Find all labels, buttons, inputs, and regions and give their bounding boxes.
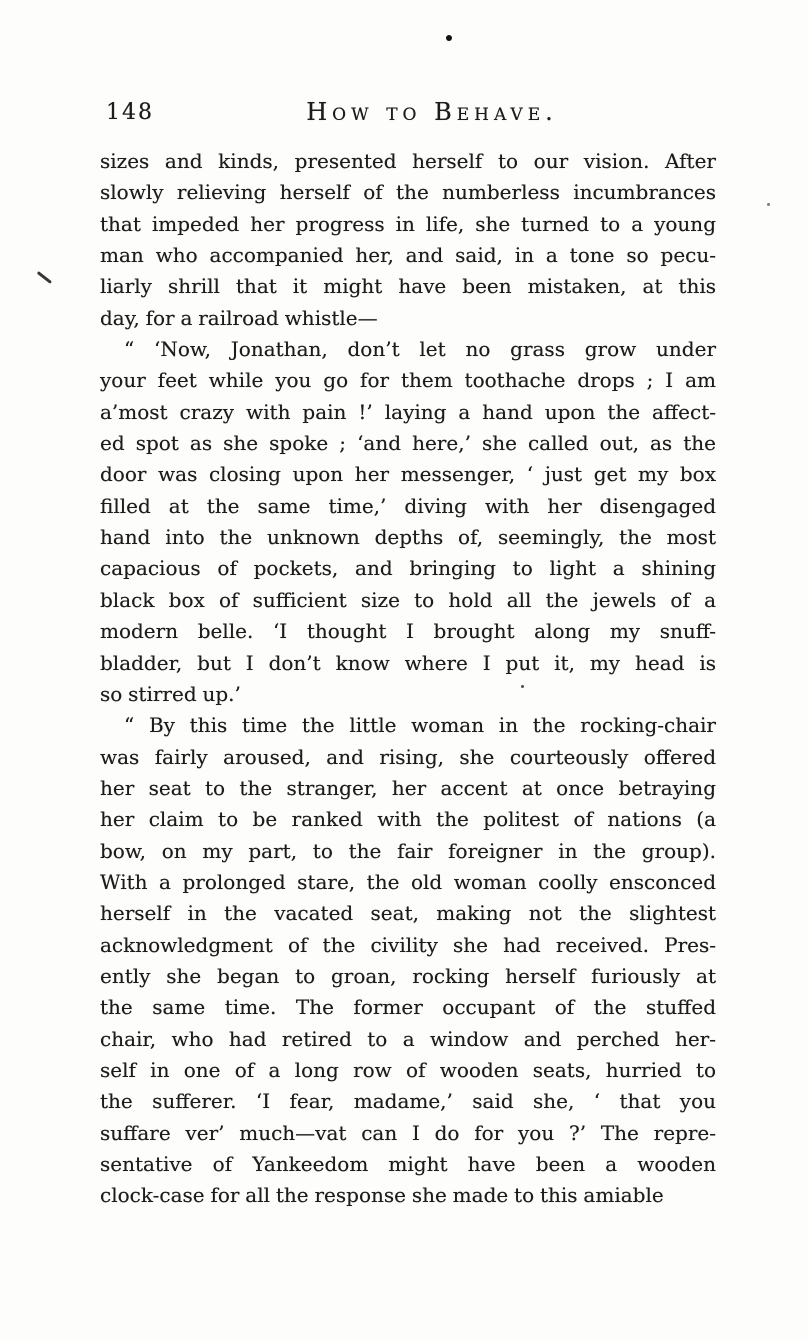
- text-line: modern belle. ‘I thought I brought along my snuff-: [100, 619, 716, 644]
- text-line: hand into the unknown depths of, seemingly, the most: [100, 525, 716, 550]
- text-line: self in one of a long row of wooden seats, hurried to: [100, 1057, 716, 1082]
- text-line: the sufferer. ‘I fear, madame,’ said she, ‘ that you: [100, 1089, 716, 1114]
- text-line: filled at the same time,’ diving with her disengaged: [100, 493, 716, 518]
- text-line: sizes and kinds, presented herself to our vision. After: [100, 149, 716, 173]
- text-line: bow, on my part, to the fair foreigner in the group).: [100, 838, 716, 863]
- page-number: 148: [106, 100, 154, 125]
- pen-mark: [37, 271, 52, 284]
- text-line: her seat to the stranger, her accent at once betraying: [100, 775, 716, 800]
- text-line: clock-case for all the response she made to this amiable: [100, 1183, 664, 1208]
- text-line: was fairly aroused, and rising, she courteously offered: [100, 744, 716, 769]
- text-line: chair, who had retired to a window and perched her-: [100, 1026, 716, 1051]
- text-line: With a prolonged stare, the old woman coolly ensconced: [100, 869, 716, 894]
- text-line: door was closing upon her messenger, ‘ just get my box: [100, 462, 716, 487]
- running-header: [100, 98, 716, 132]
- text-line: “ By this time the little woman in the rocking-chair: [124, 713, 716, 738]
- text-line: her claim to be ranked with the politest of nations (a: [100, 807, 716, 832]
- running-title: How to Behave.: [306, 98, 558, 126]
- text-line: “ ‘Now, Jonathan, don’t let no grass grow under: [124, 337, 716, 362]
- text-line: acknowledgment of the civility she had received. Pres-: [100, 932, 716, 957]
- text-line: suffare ver’ much—vat can I do for you ?’ The repre-: [100, 1120, 716, 1145]
- text-line: so stirred up.’: [100, 681, 241, 706]
- text-line: capacious of pockets, and bringing to light a shining: [100, 556, 716, 581]
- text-line: man who accompanied her, and said, in a tone so pecu-: [100, 243, 716, 268]
- text-line: your feet while you go for them toothache drops ; I am: [100, 368, 716, 393]
- text-line: that impeded her progress in life, she turned to a young: [100, 211, 716, 236]
- text-line: liarly shrill that it might have been mistaken, at this: [100, 274, 716, 299]
- text-line: black box of sufficient size to hold all the jewels of a: [100, 587, 716, 612]
- text-line: a’most crazy with pain !’ laying a hand upon the affect-: [100, 399, 716, 424]
- text-line: bladder, but I don’t know where I put it, my head is: [100, 650, 716, 675]
- text-line: day, for a railroad whistle—: [100, 305, 378, 330]
- text-line: herself in the vacated seat, making not the slightest: [100, 901, 716, 926]
- text-line: slowly relieving herself of the numberless incumbrances: [100, 180, 716, 205]
- text-line: sentative of Yankeedom might have been a wooden: [100, 1152, 716, 1176]
- ink-speck: [446, 35, 452, 41]
- ink-speck: [767, 203, 770, 206]
- text-line: the same time. The former occupant of the stuffed: [100, 995, 716, 1020]
- text-line: ently she began to groan, rocking herself furiously at: [100, 963, 716, 988]
- body-text: [100, 146, 716, 1212]
- text-line: ed spot as she spoke ; ‘and here,’ she called out, as the: [100, 431, 716, 456]
